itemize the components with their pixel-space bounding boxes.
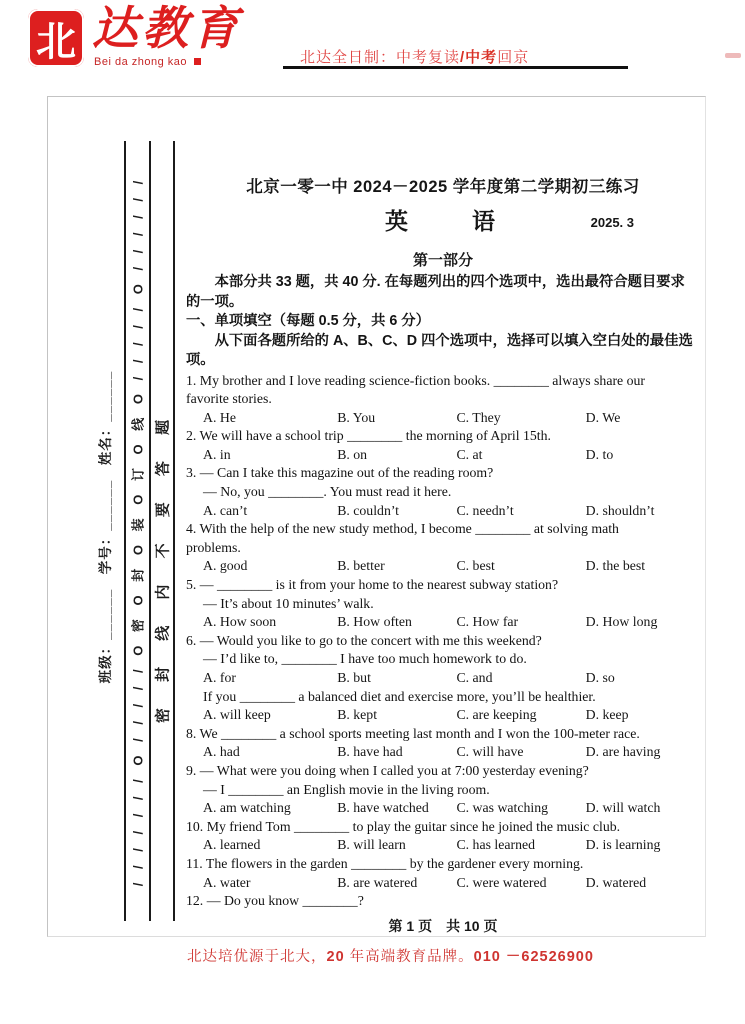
- question-4: [186, 520, 700, 576]
- option-c: C. was watching: [456, 800, 549, 816]
- part-heading: 第一部分: [412, 252, 473, 269]
- question-12-text: 12. — Do you know ________?: [186, 893, 364, 909]
- brand-subtext: [94, 56, 201, 68]
- option-d: D. so: [585, 670, 615, 685]
- option-a: A. good: [203, 558, 248, 574]
- question-5: [186, 576, 700, 632]
- option-a: A. had: [203, 744, 240, 760]
- option-d: D. How long: [585, 614, 658, 630]
- seal-character: 北: [36, 18, 76, 64]
- option-d: D. to: [585, 446, 614, 462]
- question-7: [186, 688, 700, 725]
- question-10: [186, 818, 700, 855]
- option-a: A. water: [203, 874, 251, 890]
- school-title: 北京一零一中 2024－2025 学年度第二学期初三练习: [246, 178, 640, 196]
- student-info-fields: 班级：______ 学号：______ 姓名：______: [98, 370, 113, 684]
- header-tagline: [300, 46, 529, 67]
- question-7-options: [186, 706, 700, 725]
- subject-title: 英 语: [385, 208, 501, 234]
- question-2: [186, 427, 700, 464]
- option-c: C. has learned: [456, 837, 535, 853]
- part-intro-line2: 的一项。: [186, 293, 244, 310]
- option-d: D. keep: [585, 707, 629, 723]
- option-c: C. They: [456, 409, 501, 425]
- question-1-text-cont: favorite stories.: [186, 391, 272, 407]
- question-6-options: [186, 669, 700, 688]
- option-a: A. am watching: [203, 800, 291, 816]
- question-11-text: 11. The flowers in the garden ________ by the gardener every morning.: [186, 855, 584, 871]
- option-a: A. can’t: [203, 502, 248, 518]
- paper-content: [186, 173, 700, 936]
- question-11-options: [186, 874, 700, 893]
- brand-seal-logo: [28, 9, 84, 67]
- option-b: B. have watched: [337, 800, 429, 816]
- option-d: D. We: [585, 409, 621, 425]
- option-b: B. will learn: [337, 837, 406, 853]
- option-a: A. in: [203, 446, 231, 462]
- option-b: B. on: [337, 446, 368, 462]
- option-b: B. are watered: [337, 874, 418, 890]
- question-4-options: [186, 557, 700, 576]
- question-5-options: [186, 613, 700, 632]
- instruction-line2: 项。: [186, 352, 215, 368]
- part-intro-line1: 本部分共 33 题，共 40 分. 在每题列出的四个选项中，选出最符合题目要求: [214, 274, 685, 290]
- binding-line-rule-3: [173, 141, 175, 921]
- question-4-text-cont: problems.: [186, 539, 241, 555]
- section-heading: 一、单项填空（每题 0.5 分，共 6 分）: [186, 313, 430, 329]
- question-9-reply: — I ________ an English movie in the living room.: [203, 781, 490, 797]
- question-5-reply: — It’s about 10 minutes’ walk.: [203, 595, 374, 611]
- question-9-options: [186, 799, 700, 818]
- seal-notice: 密 封 线 内 不 要 答 题: [154, 408, 172, 724]
- subject-row: [186, 203, 700, 239]
- option-b: B. kept: [337, 707, 378, 723]
- question-6-text: 6. — Would you like to go to the concert with me this weekend?: [186, 632, 542, 648]
- question-3-text: 3. — Can I take this magazine out of the reading room?: [186, 465, 494, 481]
- question-3-options: [186, 502, 700, 521]
- question-2-options: [186, 446, 700, 465]
- question-9-text: 9. — What were you doing when I called you at 7:00 yesterday evening?: [186, 762, 589, 778]
- question-10-text: 10. My friend Tom ________ to play the guitar since he joined the music club.: [186, 818, 621, 834]
- question-list: [186, 372, 700, 911]
- option-c: C. and: [456, 670, 493, 685]
- scan-artifact-mark: [725, 53, 741, 58]
- option-b: B. better: [337, 558, 385, 574]
- tagline-prefix: 北达全日制：中考复读: [300, 49, 461, 66]
- option-a: A. learned: [203, 837, 261, 853]
- option-c: C. were watered: [456, 874, 547, 890]
- option-a: A. He: [203, 409, 236, 425]
- exam-sheet: [47, 96, 706, 937]
- question-6: [186, 632, 700, 688]
- question-3: [186, 464, 700, 520]
- question-1-text: 1. My brother and I love reading science-fiction books. ________ always share our: [186, 372, 646, 388]
- question-8-options: [186, 743, 700, 762]
- option-c: C. best: [456, 558, 495, 574]
- option-d: D. shouldn’t: [585, 502, 655, 518]
- question-1-options: [186, 409, 700, 428]
- option-b: B. have had: [337, 744, 403, 760]
- footer-text-2: 年高端教育品牌。: [344, 949, 474, 965]
- question-1: [186, 372, 700, 428]
- instruction-line1: 从下面各题所给的 A、B、C、D 四个选项中，选择可以填入空白处的最佳选: [214, 332, 693, 349]
- option-b: B. You: [337, 409, 376, 425]
- tagline-bold: /中考: [460, 49, 498, 66]
- option-a: A. How soon: [203, 614, 277, 630]
- page-indicator: 第 1 页 共 10 页: [388, 917, 498, 934]
- option-d: D. watered: [585, 874, 647, 890]
- option-d: D. is learning: [585, 837, 661, 853]
- brand-subtext-label: Bei da zhong kao: [94, 56, 188, 68]
- option-d: D. will watch: [585, 800, 661, 816]
- question-12: [186, 892, 700, 911]
- option-c: C. How far: [456, 614, 519, 630]
- exam-date: 2025. 3: [590, 215, 634, 230]
- question-9: [186, 762, 700, 818]
- option-a: A. will keep: [203, 707, 271, 723]
- footer-bold-1: 20: [326, 949, 345, 965]
- option-d: D. are having: [585, 744, 661, 760]
- option-c: C. are keeping: [456, 707, 537, 723]
- tagline-suffix: 回京: [497, 49, 530, 66]
- question-8: [186, 725, 700, 762]
- red-square-icon: [194, 58, 201, 65]
- option-b: B. couldn’t: [337, 502, 400, 518]
- question-3-reply: — No, you ________. You must read it here.: [203, 484, 452, 500]
- footer-phone: 010 －62526900: [473, 949, 594, 965]
- footer-slogan: [187, 945, 594, 966]
- option-d: D. the best: [585, 558, 646, 574]
- question-10-options: [186, 836, 700, 855]
- question-7-text: If you ________ a balanced diet and exercise more, you’ll be healthier.: [203, 688, 596, 704]
- brand-wordmark: 达教育: [92, 3, 242, 54]
- option-c: C. at: [456, 446, 483, 462]
- option-c: C. needn’t: [456, 502, 514, 518]
- option-c: C. will have: [456, 744, 524, 760]
- question-4-text: 4. With the help of the new study method, I become ________ at solving math: [186, 521, 619, 537]
- question-11: [186, 855, 700, 892]
- option-b: B. How often: [337, 614, 412, 630]
- question-6-reply: — I’d like to, ________ I have too much homework to do.: [203, 651, 527, 667]
- footer-text-1: 北达培优源于北大，: [187, 949, 327, 965]
- option-b: B. but: [337, 670, 371, 685]
- question-8-text: 8. We ________ a school sports meeting last month and I won the 100-meter race.: [186, 725, 640, 741]
- option-a: A. for: [203, 670, 236, 685]
- sealed-binding-line: / / / / / / / O / / / / / O 密 O 封 O 装 O 订 O 线 O / / / / / O / / / / / /: [130, 175, 146, 887]
- question-2-text: 2. We will have a school trip ________ the morning of April 15th.: [186, 428, 551, 444]
- header-divider: [283, 66, 628, 69]
- binding-line-rule-1: [124, 141, 126, 921]
- question-5-text: 5. — ________ is it from your home to the nearest subway station?: [186, 577, 559, 593]
